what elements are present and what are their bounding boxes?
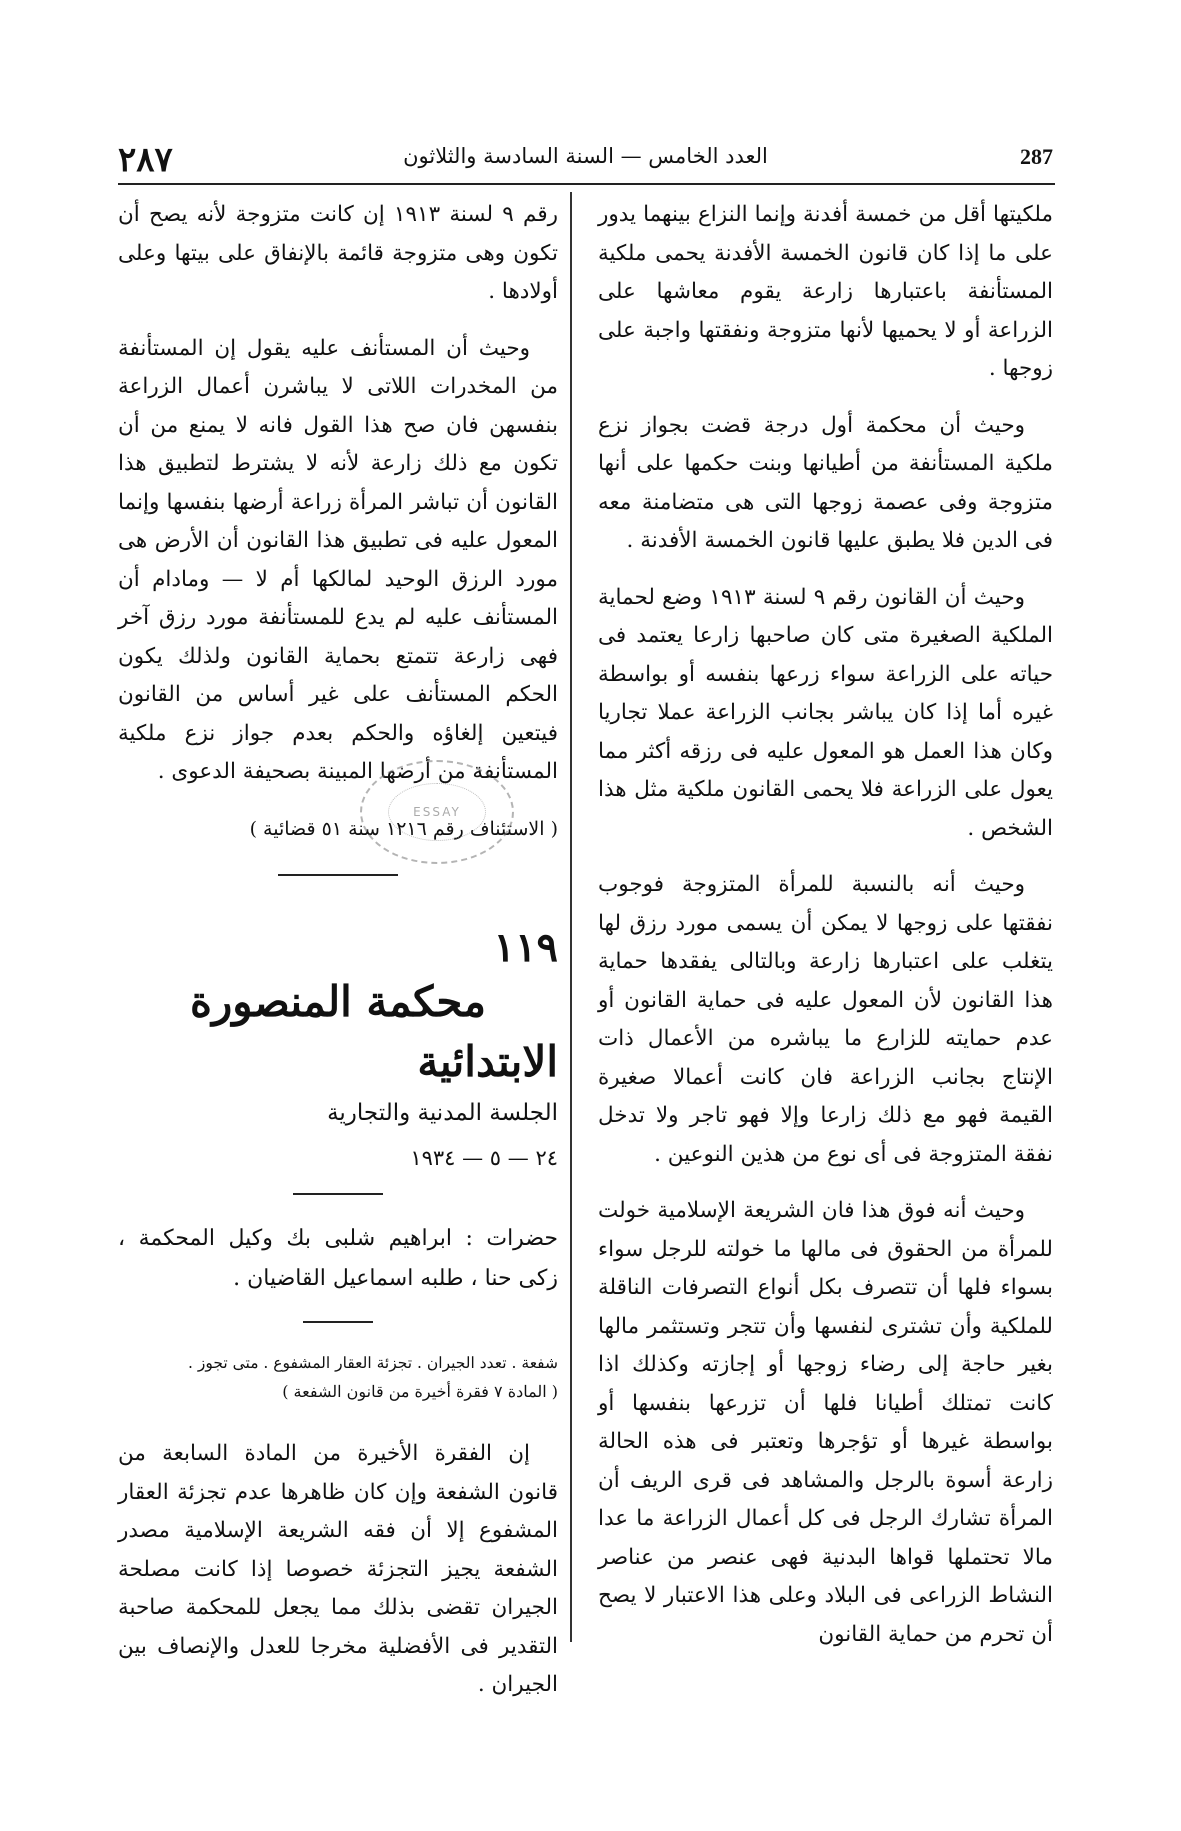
section-rule: [278, 874, 398, 876]
page-number-latin: 287: [1020, 144, 1053, 169]
paragraph: وحيث أن محكمة أول درجة قضت بجواز نزع ملكية المستأنفة من أطيانها وبنت حكمها على أنها متزوجة وفى عصمة زوجها التى هى متضامنة معه فى الدين فلا يطبق عليها قانون الخمسة الأفدنة .: [598, 412, 1053, 553]
date-rule: [293, 1193, 383, 1195]
paragraph: ملكيتها أقل من خمسة أفدنة وإنما النزاع بينهما يدور على ما إذا كان قانون الخمسة الأفدنة يحمى ملكية المستأنفة باعتبارها زارعة يقوم معاشها على الزراعة أو لا يحميها لأنها متزوجة ونفقتها واجبة على زوجها .: [598, 202, 1053, 381]
page-header: [118, 140, 1053, 180]
case-number: ١١٩: [493, 924, 558, 971]
page-number-arabic: ٢٨٧: [118, 140, 173, 180]
ruling-summary: إن الفقرة الأخيرة من المادة السابعة من قانون الشفعة وإن كان ظاهرها عدم تجزئة العقار المشفوع إلا أن فقه الشريعة الإسلامية مصدر الشفعة يجيز التجزئة خصوصا إذا كانت مصلحة الجيران تقضى بذلك مما يجعل للمحكمة صاحبة التقدير فى الأفضلية مخرجا للعدل والإنصاف بين الجيران .: [118, 1441, 558, 1697]
judges-present: حضرات : ابراهيم شلبى بك وكيل المحكمة ، زكى حنا ، طلبه اسماعيل القاضيان .: [118, 1226, 558, 1291]
paragraph: رقم ٩ لسنة ١٩١٣ إن كانت متزوجة لأنه يصح أن تكون وهى متزوجة قائمة بالإنفاق على بيتها وعلى أولادها .: [118, 202, 558, 304]
paragraph: وحيث أنه فوق هذا فان الشريعة الإسلامية خولت للمرأة من الحقوق فى مالها ما خولته للرجل سواء بسواء فلها أن تتصرف بكل أنواع التصرفات الناقلة للملكية وأن تشترى لنفسها وأن تتجر وتستثمر مالها بغير حاجة إلى رضاء زوجها أو إجازته وكذلك اذا كانت تمتلك أطيانا فلها أن تزرعها بنفسها أو بواسطة غيرها أو تؤجرها وتعتبر فى هذه الحالة زارعة أسوة بالرجل والمشاهد فى قرى الريف أن المرأة تشارك الرجل فى كل أعمال الزراعة ما عدا مالا تحتملها قواها البدنية فهى عنصر من عناصر النشاط الزراعى فى البلاد وعلى هذا الاعتبار لا يصح أن تحرم من حماية القانون: [598, 1198, 1053, 1647]
paragraph: وحيث أن القانون رقم ٩ لسنة ١٩١٣ وضع لحماية الملكية الصغيرة متى كان صاحبها زارعا يعتمد فى حياته على الزراعة سواء زرعها بنفسه أو بواسطة غيره أما إذا كان يباشر بجانب الزراعة عملا تجاريا وكان هذا العمل هو المعول عليه فى رزقه أكثر مما يعول على الزراعة فلا يحمى القانون ملكية مثل هذا الشخص .: [598, 584, 1053, 841]
session-name: الجلسة المدنية والتجارية: [327, 1100, 558, 1126]
appeal-citation: ( الاستئناف رقم ١٢١٦ سنة ٥١ قضائية ): [249, 817, 558, 840]
court-name: محكمة المنصورة الابتدائية: [189, 977, 558, 1086]
session-date: ٢٤ — ٥ — ١٩٣٤: [410, 1145, 558, 1170]
right-column: [598, 196, 1053, 1672]
header-rule: [118, 183, 1055, 185]
paragraph: وحيث أنه بالنسبة للمرأة المتزوجة فوجوب نفقتها على زوجها لا يمكن أن يسمى مورد رزق لها يتغلب على اعتبارها زارعة وبالتالى يفقدها حماية هذا القانون لأن المعول عليه فى حماية القانون أو عدم حمايته للزارع ما يباشره من الأعمال ذات الإنتاج بجانب الزراعة فان كانت أعمالا صغيرة القيمة فهو مع ذلك زارعا وإلا فهو تاجر ولا تدخل نفقة المتزوجة فى أى نوع من هذين النوعين .: [598, 872, 1053, 1167]
keywords: شفعة . تعدد الجيران . تجزئة العقار المشفوع . متى تجوز .: [188, 1354, 558, 1372]
stamp-text: ESSAY: [388, 783, 486, 841]
left-column: [118, 196, 558, 1723]
keywords-rule: [303, 1321, 373, 1323]
column-divider: [570, 192, 572, 1642]
library-stamp: [360, 760, 514, 864]
running-title: العدد الخامس — السنة السادسة والثلاثون: [403, 144, 768, 168]
article-reference: ( المادة ٧ فقرة أخيرة من قانون الشفعة ): [282, 1382, 558, 1401]
paragraph: وحيث أن المستأنف عليه يقول إن المستأنفة من المخدرات اللاتى لا يباشرن أعمال الزراعة بنفسهن فان صح هذا القول فانه لا يمنع من أن تكون مع ذلك زارعة لأنه لا يشترط لتطبيق هذا القانون أن تباشر المرأة زراعة أرضها بنفسها وإنما المعول عليه فى تطبيق هذا القانون أن الأرض هى مورد الرزق الوحيد لمالكها أم لا — ومادام أن المستأنف عليه لم يدع للمستأنفة مورد رزق آخر فهى زارعة تتمتع بحماية القانون ولذلك يكون الحكم المستأنف على غير أساس من القانون فيتعين إلغاؤه والحكم بعدم جواز نزع ملكية المستأنفة من أرضها المبينة بصحيفة الدعوى .: [118, 335, 558, 784]
